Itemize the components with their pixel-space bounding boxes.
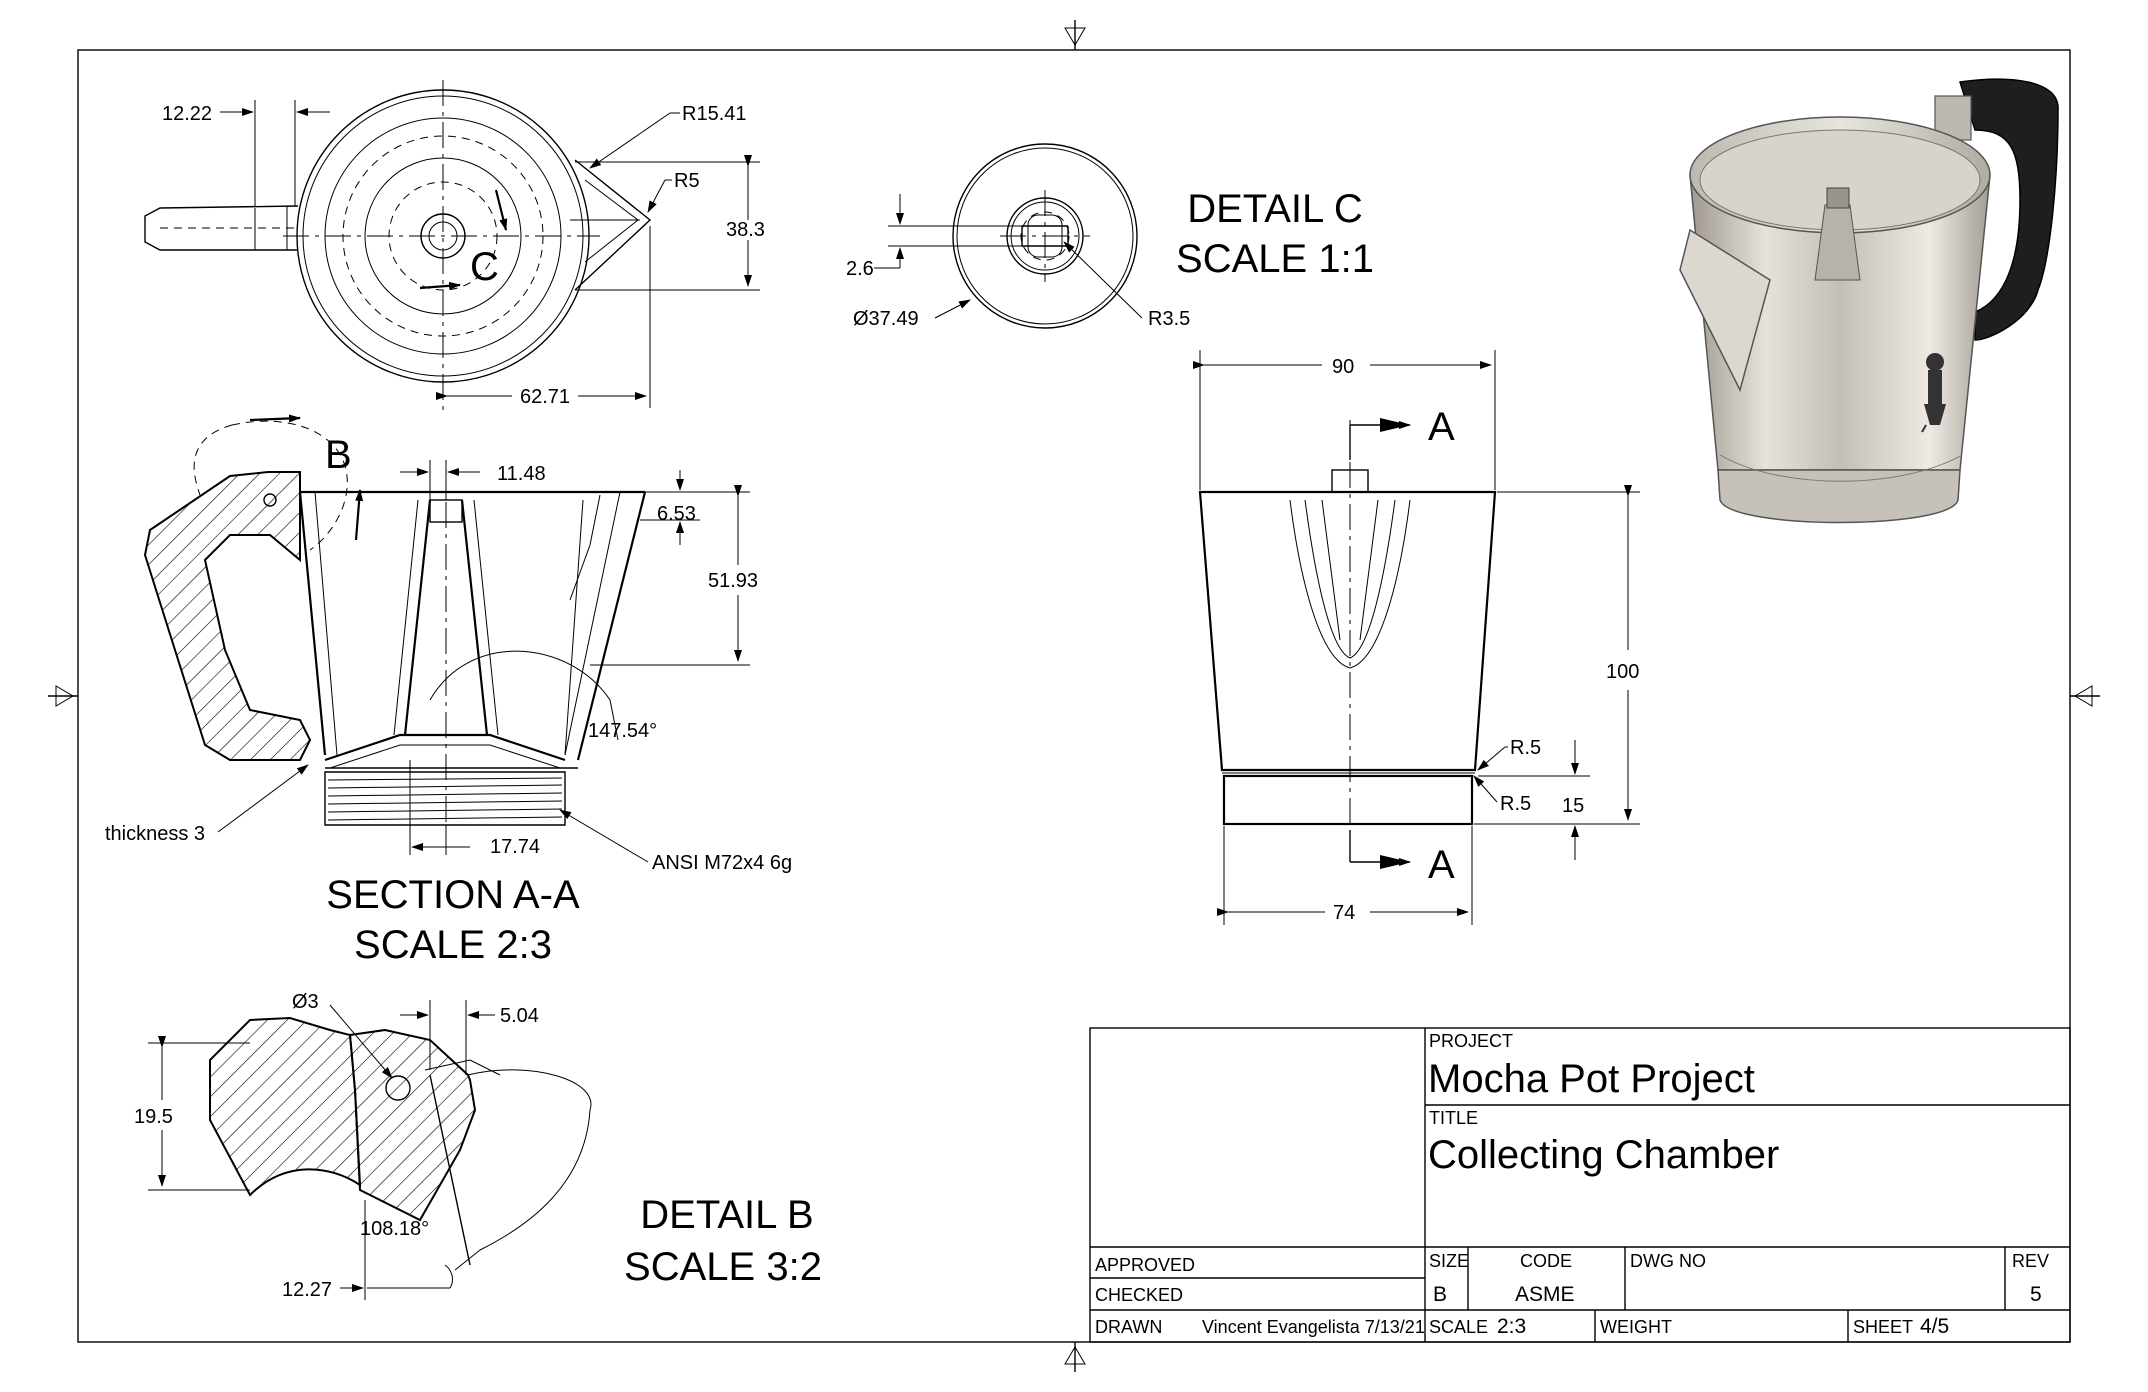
dim-radius-tip: R5 bbox=[674, 170, 700, 192]
scale-value: 2:3 bbox=[1497, 1315, 1527, 1338]
drawn-value: Vincent Evangelista 7/13/21 bbox=[1202, 1317, 1425, 1337]
dim-spout-offset: 62.71 bbox=[520, 386, 571, 408]
sheet-label: SHEET bbox=[1853, 1317, 1914, 1337]
dim-spout-height: 38.3 bbox=[726, 219, 765, 241]
dim-top-offset: 11.48 bbox=[497, 463, 546, 485]
approved-label: APPROVED bbox=[1095, 1255, 1196, 1275]
dim-thread: ANSI M72x4 6g bbox=[652, 852, 793, 874]
dim-lip: 6.53 bbox=[657, 503, 696, 525]
detail-c-view bbox=[846, 144, 1374, 330]
section-title: SECTION A-A bbox=[326, 873, 580, 917]
section-view bbox=[105, 418, 792, 967]
detail-b-view bbox=[134, 991, 822, 1301]
detail-c-scale: SCALE 1:1 bbox=[1176, 237, 1374, 281]
project-label: PROJECT bbox=[1429, 1031, 1514, 1051]
size-value: B bbox=[1433, 1283, 1448, 1306]
dim-bore: 17.74 bbox=[490, 836, 541, 858]
dim-bottom-width: 74 bbox=[1333, 902, 1356, 924]
dim-radius: R3.5 bbox=[1148, 308, 1191, 330]
dim-height-b: 19.5 bbox=[134, 1106, 173, 1128]
checked-label: CHECKED bbox=[1095, 1285, 1184, 1305]
dim-offset: 5.04 bbox=[500, 1005, 539, 1027]
rev-value: 5 bbox=[2030, 1283, 2042, 1306]
dim-diameter: Ø37.49 bbox=[853, 308, 919, 330]
dim-angle-b: 108.18° bbox=[360, 1218, 430, 1240]
dim-hole: Ø3 bbox=[292, 991, 319, 1013]
dim-radius-outer: R15.41 bbox=[682, 103, 747, 125]
code-label: CODE bbox=[1520, 1251, 1573, 1271]
dim-slot: 2.6 bbox=[846, 258, 874, 280]
detail-b-scale: SCALE 3:2 bbox=[624, 1245, 822, 1289]
title-label: TITLE bbox=[1429, 1108, 1479, 1128]
dim-fillet-upper: R.5 bbox=[1510, 737, 1542, 759]
rev-label: REV bbox=[2012, 1251, 2050, 1271]
dim-spout-depth: 51.93 bbox=[708, 570, 759, 592]
title-block bbox=[1090, 1028, 2070, 1342]
scale-label: SCALE bbox=[1429, 1317, 1489, 1337]
weight-label: WEIGHT bbox=[1600, 1317, 1672, 1337]
dim-handle-width: 12.22 bbox=[162, 103, 213, 125]
project-value: Mocha Pot Project bbox=[1428, 1057, 1755, 1101]
sheet-value: 4/5 bbox=[1920, 1315, 1950, 1338]
detail-c-title: DETAIL C bbox=[1187, 187, 1363, 231]
detail-c-callout: C bbox=[470, 245, 499, 289]
dwg-label: DWG NO bbox=[1630, 1251, 1706, 1271]
dim-height: 100 bbox=[1606, 661, 1640, 683]
dim-base-height: 15 bbox=[1562, 795, 1585, 817]
dim-base-b: 12.27 bbox=[282, 1279, 333, 1301]
title-value: Collecting Chamber bbox=[1428, 1133, 1780, 1177]
drawn-label: DRAWN bbox=[1095, 1317, 1163, 1337]
dim-top-width: 90 bbox=[1332, 356, 1355, 378]
section-label-bottom: A bbox=[1428, 843, 1455, 887]
plan-view bbox=[145, 80, 765, 410]
dim-fillet-lower: R.5 bbox=[1500, 793, 1532, 815]
detail-b-title: DETAIL B bbox=[640, 1193, 814, 1237]
code-value: ASME bbox=[1515, 1283, 1575, 1306]
dim-thickness: thickness 3 bbox=[105, 823, 206, 845]
front-view bbox=[1200, 350, 1640, 925]
dim-angle: 147.54° bbox=[588, 720, 658, 742]
detail-b-callout: B bbox=[325, 433, 352, 477]
section-scale: SCALE 2:3 bbox=[354, 923, 552, 967]
size-label: SIZE bbox=[1429, 1251, 1470, 1271]
section-label-top: A bbox=[1428, 405, 1455, 449]
render-3d bbox=[1680, 79, 2058, 522]
